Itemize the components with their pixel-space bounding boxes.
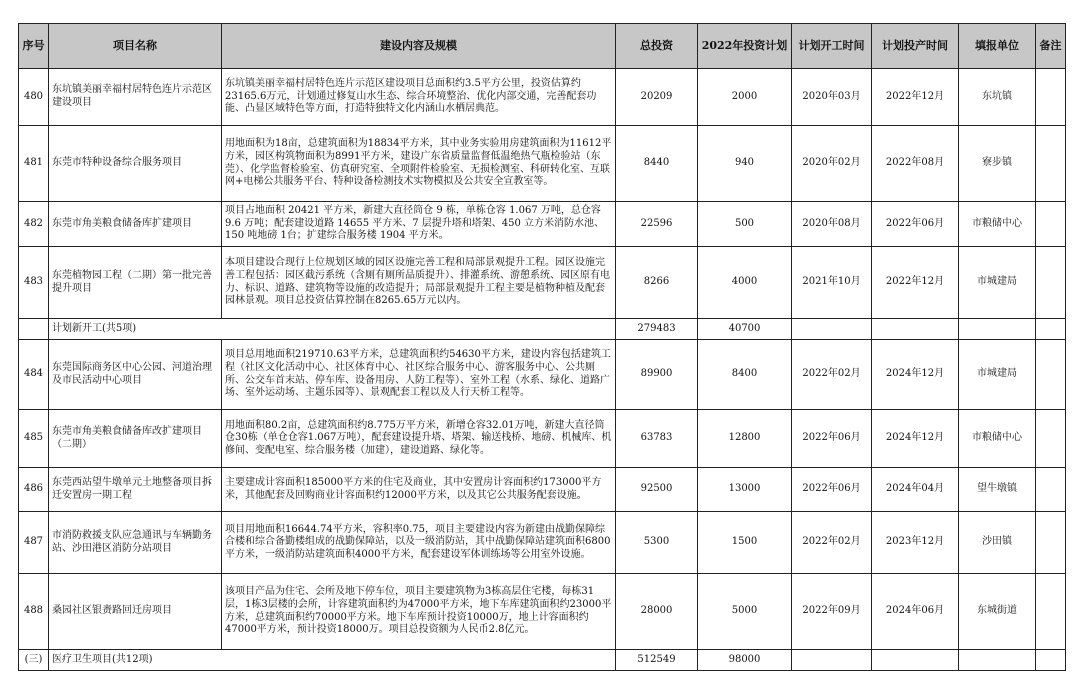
- cell-seq: 480: [19, 69, 49, 126]
- cell-start: [792, 650, 872, 671]
- cell-unit: 东坑镇: [959, 69, 1036, 126]
- cell-production: 2024年12月: [872, 410, 959, 468]
- cell-content: 主要建成计容面积185000平方米的住宅及商业，其中安置房计容面积约173000平方米，其他配套及回购商业计容面积约12000平方米，以及其它公共服务配套设施。: [222, 468, 616, 512]
- cell-content: 项目用地面积16644.74平方米，容积率0.75，项目主要建设内容为新建由战勤保障综合楼和综合备勤楼组成的战勤保障站，以及一级消防站，其中战勤保障站建筑面积6800平方米，一级消防站建筑面积4000平方米，配套建设军体训练场等公用室外设施。: [222, 512, 616, 574]
- table-row: [19, 340, 1066, 410]
- cell-name: 东莞市角美粮食储备库扩建项目: [49, 202, 222, 247]
- cell-start: [792, 319, 872, 340]
- cell-production: 2022年12月: [872, 247, 959, 319]
- cell-unit: 望牛墩镇: [959, 468, 1036, 512]
- subtotal-plan2022: 40700: [698, 319, 792, 340]
- cell-production: [872, 650, 959, 671]
- cell-name: 东莞国际商务区中心公园、河道治理及市民活动中心项目: [49, 340, 222, 410]
- subtotal-label: 医疗卫生项目(共12项): [49, 650, 616, 671]
- table-row: [19, 202, 1066, 247]
- cell-start: 2022年06月: [792, 468, 872, 512]
- cell-seq: 488: [19, 574, 49, 650]
- cell-start: 2020年03月: [792, 69, 872, 126]
- cell-content: 本项目建设合现行上位规划区域的园区设施完善工程和局部景观提升工程。园区设施完善工程包括：园区截污系统（含厕有厕所品质提升）、排灌系统、游憩系统、园区原有电力、标识、道路、建筑物等设施的改造提升；局部景观提升工程主要是植物种植及配套园林景观。项目总投资估算控制在8265.65万元以内。: [222, 247, 616, 319]
- cell-total: 28000: [616, 574, 698, 650]
- cell-production: 2024年04月: [872, 468, 959, 512]
- table-row: [19, 468, 1066, 512]
- cell-note: [1036, 247, 1066, 319]
- table-row: [19, 574, 1066, 650]
- cell-production: 2024年06月: [872, 574, 959, 650]
- cell-note: [1036, 319, 1066, 340]
- cell-start: 2020年02月: [792, 126, 872, 202]
- subtotal-row-medical: [19, 650, 1066, 671]
- cell-seq: 481: [19, 126, 49, 202]
- header-unit: 填报单位: [959, 24, 1036, 69]
- cell-total: 89900: [616, 340, 698, 410]
- table-row: [19, 410, 1066, 468]
- header-start: 计划开工时间: [792, 24, 872, 69]
- cell-unit: 市粮储中心: [959, 410, 1036, 468]
- cell-start: 2020年08月: [792, 202, 872, 247]
- cell-production: [872, 319, 959, 340]
- header-total: 总投资: [616, 24, 698, 69]
- header-plan2022: 2022年投资计划: [698, 24, 792, 69]
- cell-seq: 484: [19, 340, 49, 410]
- cell-plan2022: 5000: [698, 574, 792, 650]
- cell-name: 东莞市角美粮食储备库改扩建项目（二期）: [49, 410, 222, 468]
- cell-total: 92500: [616, 468, 698, 512]
- cell-note: [1036, 468, 1066, 512]
- cell-note: [1036, 126, 1066, 202]
- cell-plan2022: 12800: [698, 410, 792, 468]
- cell-plan2022: 940: [698, 126, 792, 202]
- cell-content: 项目占地面积 20421 平方米，新建大直径筒仓 9 栋，单栋仓容 1.067 万吨，总仓容 9.6 万吨；配套建设道路 14655 平方米、7 层提升塔和塔架、450 立方米消防水池、150 吨地磅 1台；扩建综合服务楼 1904 平方米。: [222, 202, 616, 247]
- cell-production: 2022年06月: [872, 202, 959, 247]
- cell-content: 用地面积80.2亩，总建筑面积约8.775万平方米，新增仓容32.01万吨，新建大直径筒仓30栋（单仓仓容1.067万吨），配套建设提升塔、塔架、输送栈桥、地磅、机械库、机修间、变配电室、综合服务楼（加建），建设道路、绿化等。: [222, 410, 616, 468]
- cell-seq: 485: [19, 410, 49, 468]
- cell-unit: 市城建局: [959, 247, 1036, 319]
- subtotal-row: [19, 319, 1066, 340]
- cell-start: 2022年09月: [792, 574, 872, 650]
- cell-content: 该项目产品为住宅、会所及地下停车位，项目主要建筑物为3栋高层住宅楼，每栋31层，1栋3层楼的会所，计容建筑面积约为47000平方米，地下车库建筑面积约23000平方米，总建筑面积约70000平方米。地下车库预计投资10000万，地上计容面积约47000平方米，预计投资18000万。项目总投资额为人民币2.8亿元。: [222, 574, 616, 650]
- cell-name: 市消防救援支队应急通讯与车辆勤务站、沙田港区消防分站项目: [49, 512, 222, 574]
- cell-note: [1036, 202, 1066, 247]
- header-production: 计划投产时间: [872, 24, 959, 69]
- cell-note: [1036, 512, 1066, 574]
- cell-name: 桑园社区银赉路回迁房项目: [49, 574, 222, 650]
- subtotal-seq: (三): [19, 650, 49, 671]
- cell-plan2022: 1500: [698, 512, 792, 574]
- subtotal-label: 计划新开工(共5项): [49, 319, 616, 340]
- subtotal-plan2022: 98000: [698, 650, 792, 671]
- cell-unit: 东城街道: [959, 574, 1036, 650]
- cell-content: 项目总用地面积219710.63平方米，总建筑面积约54630平方米，建设内容包括建筑工程（社区文化活动中心、社区体育中心、社区综合服务中心、游客服务中心、公共厕所、公交车首末站、停车库、设备用房、人防工程等）、室外工程（水系、绿化、道路广场、室外运动场、主题乐园等）、景观配套工程以及人行天桥工程等。: [222, 340, 616, 410]
- cell-seq: 486: [19, 468, 49, 512]
- cell-total: 8266: [616, 247, 698, 319]
- cell-unit: [959, 319, 1036, 340]
- cell-start: 2022年02月: [792, 340, 872, 410]
- cell-production: 2024年12月: [872, 340, 959, 410]
- table-row: [19, 69, 1066, 126]
- subtotal-total: 512549: [616, 650, 698, 671]
- cell-total: 5300: [616, 512, 698, 574]
- cell-production: 2022年12月: [872, 69, 959, 126]
- project-table: [18, 23, 1066, 671]
- cell-seq: 482: [19, 202, 49, 247]
- cell-seq: 483: [19, 247, 49, 319]
- subtotal-total: 279483: [616, 319, 698, 340]
- cell-note: [1036, 410, 1066, 468]
- cell-note: [1036, 69, 1066, 126]
- cell-unit: [959, 650, 1036, 671]
- cell-total: 63783: [616, 410, 698, 468]
- cell-unit: 沙田镇: [959, 512, 1036, 574]
- cell-name: 东坑镇美丽幸福村居特色连片示范区建设项目: [49, 69, 222, 126]
- cell-note: [1036, 340, 1066, 410]
- cell-unit: 市城建局: [959, 340, 1036, 410]
- cell-seq: 487: [19, 512, 49, 574]
- cell-plan2022: 500: [698, 202, 792, 247]
- cell-name: 东莞市特种设备综合服务项目: [49, 126, 222, 202]
- header-row: [19, 24, 1066, 69]
- header-name: 项目名称: [49, 24, 222, 69]
- cell-total: 20209: [616, 69, 698, 126]
- table-row: [19, 512, 1066, 574]
- header-seq: 序号: [19, 24, 49, 69]
- cell-production: 2022年08月: [872, 126, 959, 202]
- cell-start: 2022年06月: [792, 410, 872, 468]
- cell-total: 8440: [616, 126, 698, 202]
- cell-name: 东莞植物园工程（二期）第一批完善提升项目: [49, 247, 222, 319]
- cell-plan2022: 2000: [698, 69, 792, 126]
- cell-production: 2023年12月: [872, 512, 959, 574]
- table-row: [19, 126, 1066, 202]
- cell-content: 东坑镇美丽幸福村居特色连片示范区建设项目总面积约3.5平方公里，投资估算约23165.6万元，计划通过修复山水生态、综合环境整治、优化内部交通，完善配套功能、凸显区域特色等方面，打造特独特文化内涵山水栖居典范。: [222, 69, 616, 126]
- header-note: 备注: [1036, 24, 1066, 69]
- cell-total: 22596: [616, 202, 698, 247]
- cell-plan2022: 4000: [698, 247, 792, 319]
- cell-content: 用地面积为18亩，总建筑面积为18834平方米，其中业务实验用房建筑面积为11612平方米，园区构筑物面积为8991平方米，建设广东省质量监督低温绝热气瓶检验站（东莞）、化学监督检验室、仿真研究室、全项附件检验室、无损检测室、科研转化室、互联网+电梯公共服务平台、特种设备检测技术实物模拟及公共安全宣教室等。: [222, 126, 616, 202]
- cell-unit: 寮步镇: [959, 126, 1036, 202]
- cell-start: 2021年10月: [792, 247, 872, 319]
- cell-name: 东莞西站望牛墩单元土地整备项目拆迁安置房一期工程: [49, 468, 222, 512]
- header-content: 建设内容及规模: [222, 24, 616, 69]
- cell-start: 2022年02月: [792, 512, 872, 574]
- cell-plan2022: 8400: [698, 340, 792, 410]
- table-row: [19, 247, 1066, 319]
- cell-note: [1036, 650, 1066, 671]
- cell-seq: [19, 319, 49, 340]
- cell-unit: 市粮储中心: [959, 202, 1036, 247]
- cell-plan2022: 13000: [698, 468, 792, 512]
- cell-note: [1036, 574, 1066, 650]
